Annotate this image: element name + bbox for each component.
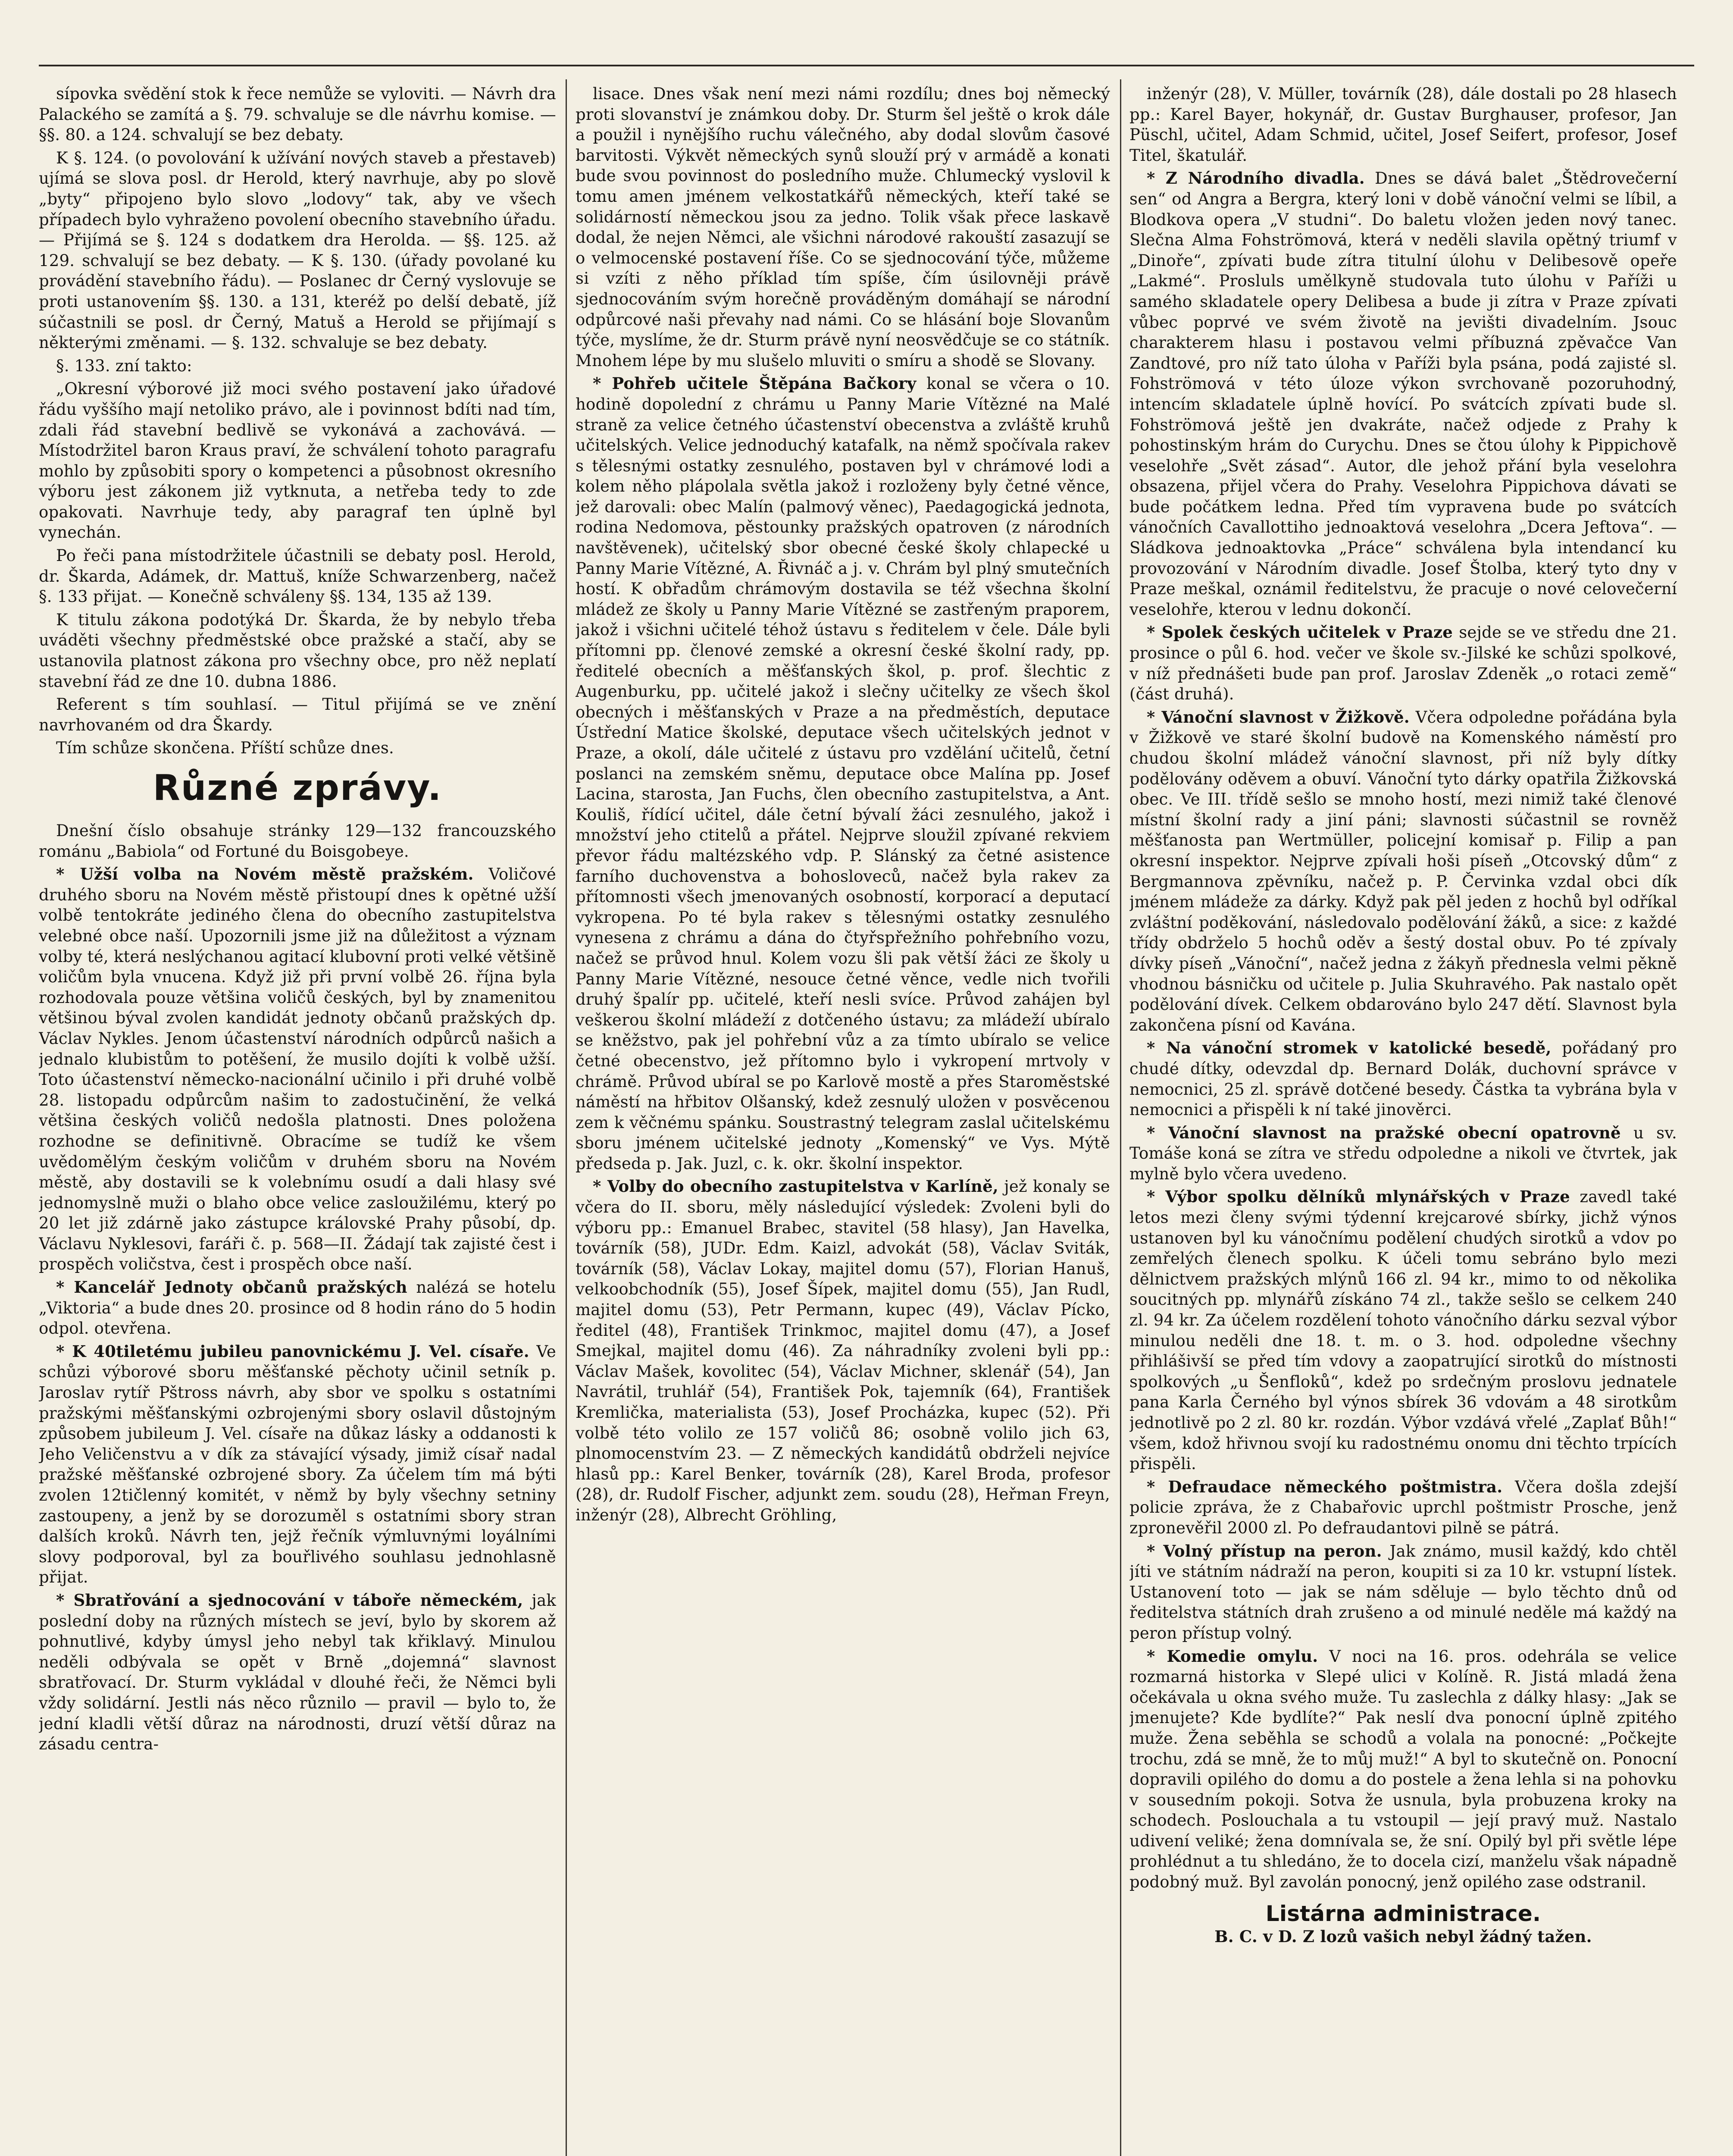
article-heading: * Volby do obecního zastupitelstva v Karlíně,: [593, 1177, 998, 1196]
article-list-col3: [1129, 84, 1677, 1893]
article-heading: * Spolek českých učitelek v Praze: [1147, 623, 1453, 642]
article-paragraph: [1129, 707, 1677, 1036]
article-text: Včera odpoledne pořádána byla v Žižkově ve staré školní budově na Komenského náměstí pro chudou školní mládež vánoční slavnost, při níž byly dítky podělovány oděvem a obuví. Vánoční tyto dárky opatřila Žižkovská obec. Ve III. třídě sešlo se mnoho hostí, mezi nimiž také členové místní školní rady a jiní páni; slavnosti súčastnil se rovněž měšťanosta pan Wertmüller, policejní komisař p. Filip a pan okresní inspektor. Nejprve zpívali hoši píseň „Otcovský dům“ z Bergmannova zpěvníku, načež p. P. Červinka vzdal obci dík jménem mládeže za dárky. Když pak pěl jeden z hochů byl odříkal zvláštní poděkování, následovalo podělování žáků, a sice: z každé třídy obdrželo 5 hochů oděv a šestý dostal obuv. Po té zpívaly dívky píseň „Vánoční“, načež jedna z žákyň přednesla velmi pěkně vhodnou básničku od učitele p. Julia Skuhravého. Pak nastalo opět podělování dívek. Celkem obdarováno bylo 247 dětí. Slavnost byla zakončena písní od Kavána.: [1129, 708, 1677, 1034]
article-paragraph: [1129, 84, 1677, 166]
administration-title: Listárna administrace.: [1265, 1901, 1541, 1926]
article-paragraph: [576, 373, 1110, 1174]
article-paragraph: [39, 84, 556, 145]
article-heading: * Výbor spolku dělníků mlynářských v Praze: [1147, 1187, 1570, 1206]
article-heading: * Kancelář Jednoty občanů pražských: [56, 1278, 407, 1297]
column-divider: [566, 79, 567, 2156]
article-text: zavedl také letos mezi členy svými týdenní krejcarové sbírky, jichž výnos ustanoven byl ku vánočnímu podělení chudých sirotků a vdov po zemřelých členech spolku. K účeli tomu sebráno bylo mezi dělnictvem pražských mlýnů 166 zl. 94 kr., mimo to od několika soucitných pp. mlynářů získáno 74 zl., takže sešlo se celkem 240 zl. 94 kr. Za účelem rozdělení tohoto vánočního dárku sezval výbor minulou neděli dne 18. t. m. o 3. hod. odpoledne všechny přihlášivší se před tím vdovy a zaopatrující sirotků do místnosti spolkových „u Šenfloků“, kdež po srdečným proslovu jednatele pana Karla Černého byl výnos sbírek 36 vdovám a 48 sirotkům jednotlivě po 2 zl. 80 kr. rozdán. Výbor vzdává vřelé „Zaplať Bůh!“ všem, kdož hřivnou svojí ku radostnému onomu dni těchto trpících přispěli.: [1129, 1188, 1677, 1473]
article-heading: * Volný přístup na peron.: [1147, 1541, 1382, 1561]
article-paragraph: [1129, 168, 1677, 620]
article-text: V noci na 16. pros. odehrála se velice rozmarná historka v Slepé ulici v Kolíně. R. Jistá mladá žena očekávala u okna svého muže. Tu zaslechla z dálky hlasy: „Jak se jmenujete? Kde bydlíte?“ Pak neslí dva ponocní úplně zpitého muže. Žena seběhla se schodů a volala na ponocné: „Počkejte trochu, zdá se mně, že to můj muž!“ A byl to skutečně on. Ponocní dopravili opilého do domu a do postele a žena lehla si na pohovku v sousedním pokoji. Sotva že usnula, byla probuzena kroky na schodech. Poslouchala a tu vstoupil — její pravý muž. Nastalo udivení veliké; žena domnívala se, že sní. Opilý byl při světle lépe prohlédnut a tu shledáno, že to docela cizí, manželu však nápadně podobný muž. Byl zavolán ponocný, jenž opilého zase odstranil.: [1129, 1647, 1677, 1892]
article-text: §. 133. zní takto:: [56, 356, 192, 375]
article-heading: * Užší volba na Novém městě pražském.: [56, 865, 474, 884]
article-text: lisace. Dnes však není mezi námi rozdílu; dnes boj německý proti slovanství je známkou doby. Dr. Sturm šel ještě o krok dále a použil i nynějšího ruchu válečného, aby dodal slovům časové barvitosti. Výkvět německých synů slouží prý v armádě a konati bude svou povinnost do posledního muže. Chlumecký vyslovil k tomu amen jménem velkostatkářů německých, kteří také se solidárností německou jsou za jedno. Tolik však přece laskavě dodal, že nejen Němci, ale všichni národové rakouští zasazují se o velmocenské postavení říše. Co se sjednocování týče, můžeme si vzíti z něho příklad tím spíše, čím úsilovněji právě sjednocováním svým horečně prováděným domáhají se národní odpůrcové naši převahy nad námi. Co se hlásání boje Slovanům týče, myslíme, že dr. Sturm právě nyní neosvědčuje se co státník. Mnohem lépe by mu slušelo mluviti o smíru a shodě se Slovany.: [576, 85, 1110, 370]
article-paragraph: [1129, 1038, 1677, 1120]
article-heading: * Z Národního divadla.: [1147, 169, 1365, 188]
column-left: [39, 84, 556, 2156]
column-middle: [576, 84, 1110, 2156]
article-list-col1b: [39, 821, 556, 1755]
article-text: Po řeči pana místodržitele účastnili se debaty posl. Herold, dr. Škarda, Adámek, dr. Mattuš, kníže Schwarzenberg, načež §. 133 přijat. — Konečně schváleny §§. 134, 135 až 139.: [39, 546, 556, 606]
article-paragraph: [39, 738, 556, 758]
article-paragraph: [576, 84, 1110, 371]
article-text: jak poslední doby na různých místech se jeví, bylo by skorem až pohnutlivé, kdyby úmysl jeho nebyl tak křiklavý. Minulou neděli odbývala se opět v Brně „dojemná“ slavnost sbratřovací. Dr. Sturm vykládal v dlouhé řeči, že Němci byli vždy solidární. Jestli nás něco různilo — pravil — bylo to, že jední kladli větší důraz na národnosti, druzí větší důraz na zásadu centra-: [39, 1591, 556, 1754]
section-title: Různé zprávy.: [153, 768, 442, 808]
article-paragraph: [1129, 622, 1677, 704]
article-heading: * Komedie omylu.: [1147, 1646, 1318, 1666]
article-text: u sv. Tomáše koná se zítra ve středu odpoledne a nikoli ve čtvrtek, jak mylně bylo včera uvedeno.: [1129, 1123, 1677, 1183]
article-paragraph: [39, 545, 556, 607]
article-text: Voličové druhého sboru na Novém městě přistoupí dnes k opětné užší volbě tentokráte jediného člena do obecního zastupitelstva velebné obce naší. Upozornili jsme již na důležitost a význam volby té, která neslýchanou agitací klubovní proti velké většině voličům byla vnucena. Když již při první volbě 26. října byla rozhodovala pouze většina voličů českých, byl by znamenitou většinou býval zvolen kandidát jednoty občanů pražských dp. Václav Nykles. Jenom účastenství národních odpůrců našich a jednalo klubistům to potěšení, že musilo dojíti k volbě užší. Toto účastenství německo-nacionální učinilo i při druhé volbě 28. listopadu odpůrcům našim to zadostučinění, že velká většina českých voličů nedošla platnosti. Dnes položena rozhodne se definitivně. Obracíme se tudíž ke všem uvědomělým českým voličům v druhém sboru na Novém městě, aby dostavili se k volebnímu osudí a dali hlasy své jednomyslně muži o blaho obce velice zasloužilému, který po 20 let již zdárně jako zástupce královské Prahy působí, dp. Václavu Nyklesovi, faráři č. p. 568—II. Žádají tak zajisté čest i prospěch voličstva, čest i prospěch obce naší.: [39, 865, 556, 1274]
article-paragraph: [1129, 1477, 1677, 1539]
article-text: Dnes se dává balet „Štědrovečerní sen“ od Angra a Bergra, který loni v době vánoční velmi se líbil, a Blodkova opera „V studni“. Do baletu vložen jeden nový tanec. Slečna Alma Fohströmová, která v neděli slavila opětný triumf v „Dinoře“, zpívati bude zítra titulní úlohu v Delibesově opeře „Lakmé“. Prosluls umělkyně studovala tuto úlohu v Paříži u samého skladatele opery Delibesa a bude ji zítra v Praze zpívati vůbec poprvé ve svém životě na jevišti divadelním. Jsouc charakterem hlasu i postavou velmi příbuzná zpěvačce Van Zandtové, pro níž tato úloha v Paříži byla psána, podá zajisté sl. Fohströmová v této úloze výkon svrchovaně pozoruhodný, intencím skladatele úplně hovící. Po svátcích zpívati bude sl. Fohströmová ještě jen dvakráte, načež odjede z Prahy k pohostinským hrám do Curychu. Dnes se čtou úlohy k Pippichově veselohře „Svět zásad“. Autor, dle jehož přání byla veselohra obsazena, přijel včera do Prahy. Veselohra Pippichova dávati se bude počátkem ledna. Před tím vypravena bude po svátcích vánočních Cavallottiho jednoaktová veselohra „Dcera Jeftova“. — Sládkova jednoaktovka „Práce“ schválena byla intendancí ku provozování v Národním divadle. Josef Štolba, který tyto dny v Praze meškal, oznámil ředitelstvu, že pracuje o nové celovečerní veselohře, kterou v lednu dokončí.: [1129, 169, 1677, 619]
article-paragraph: [1129, 1187, 1677, 1474]
article-list-col2: [576, 84, 1110, 1526]
administration-line: B. C. v D. Z lozů vašich nebyl žádný tažen.: [1214, 1927, 1592, 1946]
article-list-col1: [39, 84, 556, 758]
article-paragraph: [1129, 1123, 1677, 1185]
article-text: Tím schůze skončena. Příští schůze dnes.: [56, 739, 394, 758]
article-paragraph: [39, 864, 556, 1275]
article-text: K titulu zákona podotýká Dr. Škarda, že by nebylo třeba uváděti všechny předměstské obce pražské a stačí, aby se ustanovila platnost zákona pro všechny obce, pro něž neplatí stavební řád ze dne 10. dubna 1886.: [39, 610, 556, 691]
article-paragraph: [1129, 1646, 1677, 1893]
article-paragraph: [576, 1176, 1110, 1525]
article-paragraph: [39, 148, 556, 353]
article-text: K §. 124. (o povolování k užívání nových staveb a přestaveb) ujímá se slova posl. dr Herold, který navrhuje, aby po slově „byty“ připojeno bylo slovo „lodovy“ tak, aby ve všech případech bylo vyhraženo povolení obecního stavebního úřadu. — Přijímá se §. 124 s dodatkem dra Herolda. — §§. 125. až 129. schvalují se bez debaty. — K §. 130. (úřady povolané ku provádění stavebního řádu). — Poslanec dr Černý vyslovuje se proti ustanovením §§. 130. a 131, kteréž po delší debatě, jíž súčastnili se posl. dr Černý, Matuš a Herold se přijímají s některými změnami. — §. 132. schvaluje se bez debaty.: [39, 148, 556, 352]
article-text: Včera došla zdejší policie zpráva, že z Chabařovic uprchl poštmistr Prosche, jenž zpronevěřil 2000 zl. Po defraudantovi pilně se pátrá.: [1129, 1477, 1677, 1537]
article-text: sejde se ve středu dne 21. prosince o půl 6. hod. večer ve škole sv.-Jilské ke schůzi spolkové, v níž přednášeti bude pan prof. Jaroslav Zdeněk „o rotaci země“ (část druhá).: [1129, 623, 1677, 704]
article-paragraph: [39, 1341, 556, 1588]
article-text: nalézá se hotelu „Viktoria“ a bude dnes 20. prosince od 8 hodin ráno do 5 hodin odpol. otevřena.: [39, 1278, 556, 1338]
article-heading: * Na vánoční stromek v katolické besedě,: [1147, 1038, 1552, 1058]
article-paragraph: [39, 610, 556, 692]
article-heading: * Defraudace německého poštmistra.: [1147, 1477, 1503, 1496]
article-heading: * Pohřeb učitele Štěpána Bačkory: [593, 374, 917, 393]
article-text: „Okresní výborové již moci svého postavení jako úřadové řádu vyššího mají netoliko právo, ale i povinnost bdíti nad tím, zdali řád stavební bedlivě se vykonává a zachovává. — Místodržitel baron Kraus praví, že schválení tohoto paragrafu mohlo by způsobiti spory o kompetenci a působnost okresního výboru jest zákonem již vytknuta, a netřeba tedy to zde opakovati. Navrhuje tedy, aby paragraf ten úplně byl vynechán.: [39, 379, 556, 542]
article-paragraph: [39, 379, 556, 543]
article-paragraph: [39, 356, 556, 376]
article-heading: * Vánoční slavnost na pražské obecní opatrovně: [1147, 1123, 1621, 1142]
article-heading: * Sbratřování a sjednocování v táboře německém,: [56, 1590, 523, 1610]
article-text: sípovka svědění stok k řece nemůže se vyloviti. — Návrh dra Palackého se zamítá a §. 79. schvaluje se dle návrhu komise. — §§. 80. a 124. schvalují se bez debaty.: [39, 85, 556, 144]
article-text: Ve schůzi výborové sboru měšťanské pěchoty učinil setník p. Jaroslav rytíř Pštross návrh, aby sbor ve spolku s ostatními pražskými měšťanskými ozbrojenými sbory oslavil důstojným způsobem jubileum J. Vel. císaře na důkaz lásky a oddanosti k Jeho Veličenstvu a v dík za stávající výsady, jimiž císař nadal pražské měšťanské ozbrojené sbory. Za účelem tím má býti zvolen 12tičlenný komitét, v němž by byly všechny setniny zastoupeny, a jenž by se dorozuměl s ostatními sbory stran dalších kroků. Návrh ten, jejž řečník výmluvnými loyálními slovy podporoval, byl za bouřlivého souhlasu jednohlasně přijat.: [39, 1342, 556, 1587]
article-text: pořádaný pro chudé dítky, odevzdal dp. Bernard Dolák, duchovní správce v nemocnici, 25 zl. správě dotčené besedy. Částka ta vybrána byla v nemocnici a přispěli k ní také jinověrci.: [1129, 1039, 1677, 1119]
article-heading: * Vánoční slavnost v Žižkově.: [1147, 707, 1410, 727]
article-paragraph: [39, 821, 556, 862]
column-divider: [1120, 79, 1121, 2156]
article-text: konal se včera o 10. hodině dopolední z chrámu u Panny Marie Vítězné na Malé straně za velice četného účastenství obecenstva a zvláště kruhů učitelských. Velice jednoduchý katafalk, na němž spočívala rakev s tělesnými ostatky zesnulého, postaven byl v chrámové lodi a kolem něho plápolala světla jakož i rozloženy byly četné věnce, jež darovali: obec Malín (palmový věnec), Paedagogická jednota, rodina Nedomova, pěstounky pražských opatroven (z národních navštěvenek), učitelský sbor obecné české školy chlapecké u Panny Marie Vítězné, A. Řivnáč a j. v. Chrám byl plný smutečních hostí. K obřadům chrámovým dostavila se též všechna školní mládež ze školy u Panny Marie Vítězné se zastřeným praporem, jakož i všichni učitelé téhož ústavu s ředitelem v čele. Dále byli přítomni pp. členové zemské a okresní české školní rady, pp. ředitelé obecních a měšťanských škol, p. prof. šlechtic z Augenburku, pp. učitelé jakož i slečny učitelky ze všech škol obecných i měšťanských v Praze a na předměstích, deputace Ústřední Matice školské, deputace všech učitelských jednot v Praze, a okolí, dále učitelé z ústavu pro vzdělání učitelů, četní poslanci na zemském sněmu, deputace obce Malína pp. Josef Lacina, starosta, Jan Fuchs, člen obecního zastupitelstva, a Ant. Kouliš, řídící učitel, dále četní bývalí žáci zesnulého, jakož i množství jeho ctitelů a přátel. Nejprve sloužil zpívané rekviem převor řádu maltézského vdp. P. Slánský za četné asistence farního duchovenstva a bohosloveců, načež byla rakev za přítomnosti všech jmenovaných osobností, korporací a deputací vykropena. Po té byla rakev s tělesnými ostatky zesnulého vynesena z chrámu a dána do čtyřspřežního pohřebního vozu, načež se průvod hnul. Kolem vozu šli pak větší žáci ze školy u Panny Marie Vítězné, nesouce četné věnce, vedle nich tvořili druhý špalír pp. učitelé, kteří nesli svíce. Průvod zahájen byl veškerou školní mládeží z dotčeného ústavu; za mládeží ubíralo se kněžstvo, pak jel pohřební vůz a za tímto ubíralo se velice četné obecenstvo, jež přítomno bylo i vykropení mrtvoly v chrámě. Průvod ubíral se po Karlově mostě a přes Staroměstské náměstí na hřbitov Olšanský, kdež zesnulý uložen v posvěcenou zem k věčnému spánku. Soustrastný telegram zaslal učitelskému sboru jménem učitelské jednoty „Komenský“ ve Vys. Mýtě předseda p. Jak. Juzl, c. k. okr. školní inspektor.: [576, 374, 1110, 1173]
article-text: jež konaly se včera do II. sboru, měly následující výsledek: Zvoleni byli do výboru pp.: Emanuel Brabec, stavitel (58 hlasy), Jan Havelka, továrník (58), JUDr. Edm. Kaizl, advokát (58), Václav Sviták, továrník (58), Václav Lokay, majitel domu (57), Florian Hanuš, velkoobchodník (55), Josef Šípek, majitel domu (55), Jan Rudl, majitel domu (53), Petr Permann, kupec (49), Václav Pícko, ředitel (48), František Trinkmoc, majitel domu (47), a Josef Smejkal, majitel domu (46). Za náhradníky zvoleni byli pp.: Václav Mašek, kovolitec (54), Václav Michner, sklenář (54), Jan Navrátil, truhlář (54), František Pok, tajemník (64), František Kremlička, materialista (53), Josef Procházka, kupec (52). Při volbě této volilo ze 157 voličů 86; osobně volilo jich 63, plnomocenstvím 23. — Z německých kandidátů obdrželi nejvíce hlasů pp.: Karel Benker, továrník (28), Karel Broda, profesor (28), dr. Rudolf Fischer, adjunkt zem. soudu (28), Heřman Freyn, inženýr (28), Albrecht Gröhling,: [576, 1177, 1110, 1524]
article-paragraph: [39, 1277, 556, 1339]
article-text: Referent s tím souhlasí. — Titul přijímá se ve znění navrhovaném od dra Škardy.: [39, 695, 556, 734]
newspaper-page: [39, 65, 1694, 2156]
column-right: [1129, 84, 1677, 2156]
article-paragraph: [1129, 1541, 1677, 1644]
article-text: Jak známo, musil každý, kdo chtěl jíti ve státním nádraží na peron, koupiti si za 10 kr. vstupní lístek. Ustanovení toto — jak se nám sděluje — bylo těchto dnů od ředitelstva státních drah zrušeno a od minulé neděle má každý na peron přístup volný.: [1129, 1542, 1677, 1642]
article-heading: * K 40tiletému jubileu panovnickému J. Vel. císaře.: [56, 1341, 529, 1361]
article-text: Dnešní číslo obsahuje stránky 129—132 francouzského románu „Babiola“ od Fortuné du Boisgobeye.: [39, 821, 556, 861]
article-paragraph: [39, 694, 556, 735]
article-paragraph: [39, 1590, 556, 1755]
article-text: inženýr (28), V. Müller, továrník (28), dále dostali po 28 hlasech pp.: Karel Bayer, hokynář, dr. Gustav Burghauser, profesor, Jan Püschl, učitel, Adam Schmid, učitel, Josef Seifert, profesor, Josef Titel, škatulář.: [1129, 85, 1677, 165]
